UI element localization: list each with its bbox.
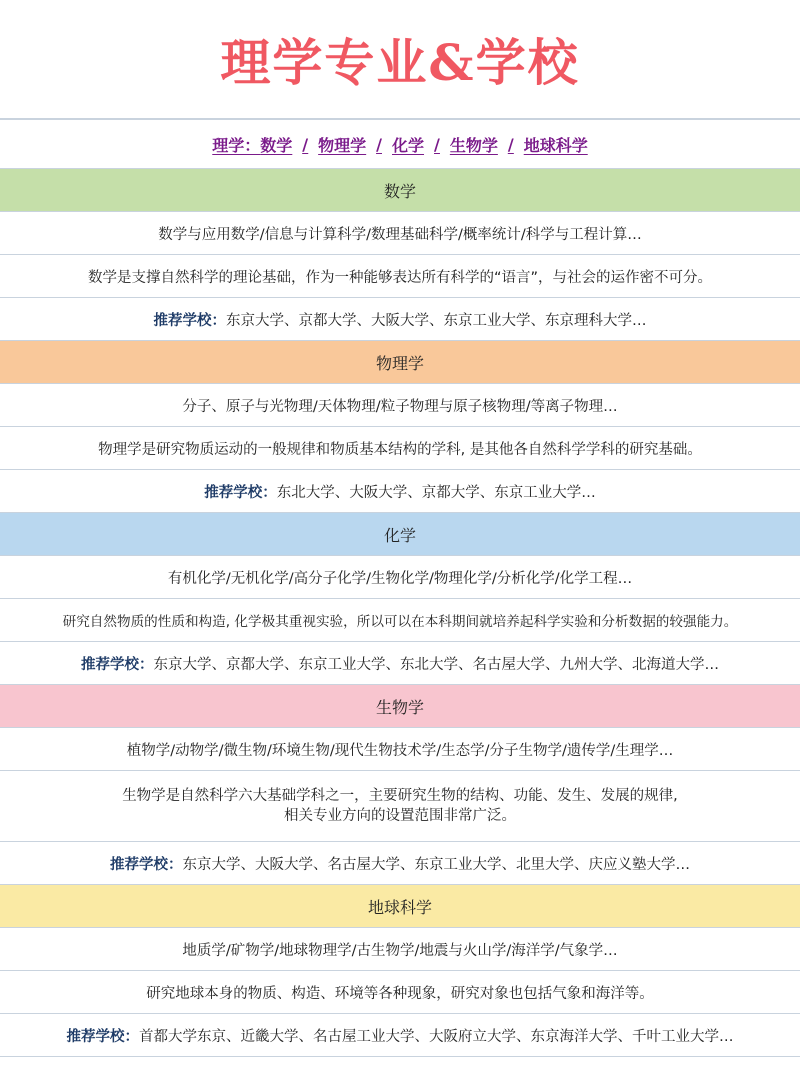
recommend-label: 推荐学校： [204,484,277,501]
nav-prefix: 理学： [212,135,261,155]
section-header-chemistry: 化学 [0,513,800,556]
schools-row-biology [0,842,800,885]
majors-row-math: 数学与应用数学/信息与计算科学/数理基础科学/概率统计/科学与工程计算… [0,212,800,255]
schools-list: 东北大学、大阪大学、京都大学、东京工业大学… [276,484,596,501]
section-header-math: 数学 [0,169,800,212]
nav-separator: / [302,134,309,154]
nav-link-biology[interactable]: 生物学 [449,135,498,155]
recommend-label: 推荐学校： [66,1028,139,1045]
description-line: 相关专业方向的设置范围非常广泛。 [284,808,516,824]
nav-link-earth-science[interactable]: 地球科学 [523,135,588,155]
nav-link-math[interactable]: 数学 [260,135,293,155]
section-header-physics: 物理学 [0,341,800,384]
nav-separator: / [376,134,382,154]
subject-nav [0,120,800,169]
recommend-label: 推荐学校： [110,856,183,873]
majors-row-chemistry: 有机化学/无机化学/高分子化学/生物化学/物理化学/分析化学/化学工程… [0,556,800,599]
description-row-biology [0,771,800,842]
nav-link-chemistry[interactable]: 化学 [392,135,425,155]
schools-list: 首都大学东京、近畿大学、名古屋工业大学、大阪府立大学、东京海洋大学、千叶工业大学… [139,1028,734,1045]
schools-row-chemistry [0,642,800,685]
section-header-earth-science: 地球科学 [0,885,800,928]
description-row-chemistry: 研究自然物质的性质和构造, 化学极其重视实验，所以可以在本科期间就培养起科学实验和分析数据的较强能力。 [0,599,800,642]
majors-row-biology: 植物学/动物学/微生物/环境生物/现代生物技术学/生态学/分子生物学/遗传学/生理学… [0,728,800,771]
schools-row-math [0,298,800,341]
nav-separator: / [434,134,440,154]
nav-link-physics[interactable]: 物理学 [318,135,367,155]
schools-row-physics [0,470,800,513]
schools-row-earth-science [0,1014,800,1057]
recommend-label: 推荐学校： [153,312,226,329]
majors-row-earth-science: 地质学/矿物学/地球物理学/古生物学/地震与火山学/海洋学/气象学… [0,928,800,971]
description-row-physics: 物理学是研究物质运动的一般规律和物质基本结构的学科, 是其他各自然科学学科的研究基础。 [0,427,800,470]
section-header-biology: 生物学 [0,685,800,728]
majors-row-physics: 分子、原子与光物理/天体物理/粒子物理与原子核物理/等离子物理… [0,384,800,427]
schools-list: 东京大学、京都大学、东京工业大学、东北大学、名古屋大学、九州大学、北海道大学… [153,656,719,673]
recommend-label: 推荐学校： [81,656,154,673]
description-line: 生物学是自然科学六大基础学科之一，主要研究生物的结构、功能、发生、发展的规律, [122,788,678,804]
schools-list: 东京大学、大阪大学、名古屋大学、东京工业大学、北里大学、庆应义塾大学… [182,856,690,873]
majors-table [0,118,800,1057]
description-row-earth-science: 研究地球本身的物质、构造、环境等各种现象，研究对象也包括气象和海洋等。 [0,971,800,1014]
page-title: 理学专业&学校 [220,33,580,92]
description-row-math: 数学是支撑自然科学的理论基础，作为一种能够表达所有科学的“语言”，与社会的运作密不可分。 [0,255,800,298]
nav-separator: / [507,134,514,154]
schools-list: 东京大学、京都大学、大阪大学、东京工业大学、东京理科大学… [226,312,647,329]
